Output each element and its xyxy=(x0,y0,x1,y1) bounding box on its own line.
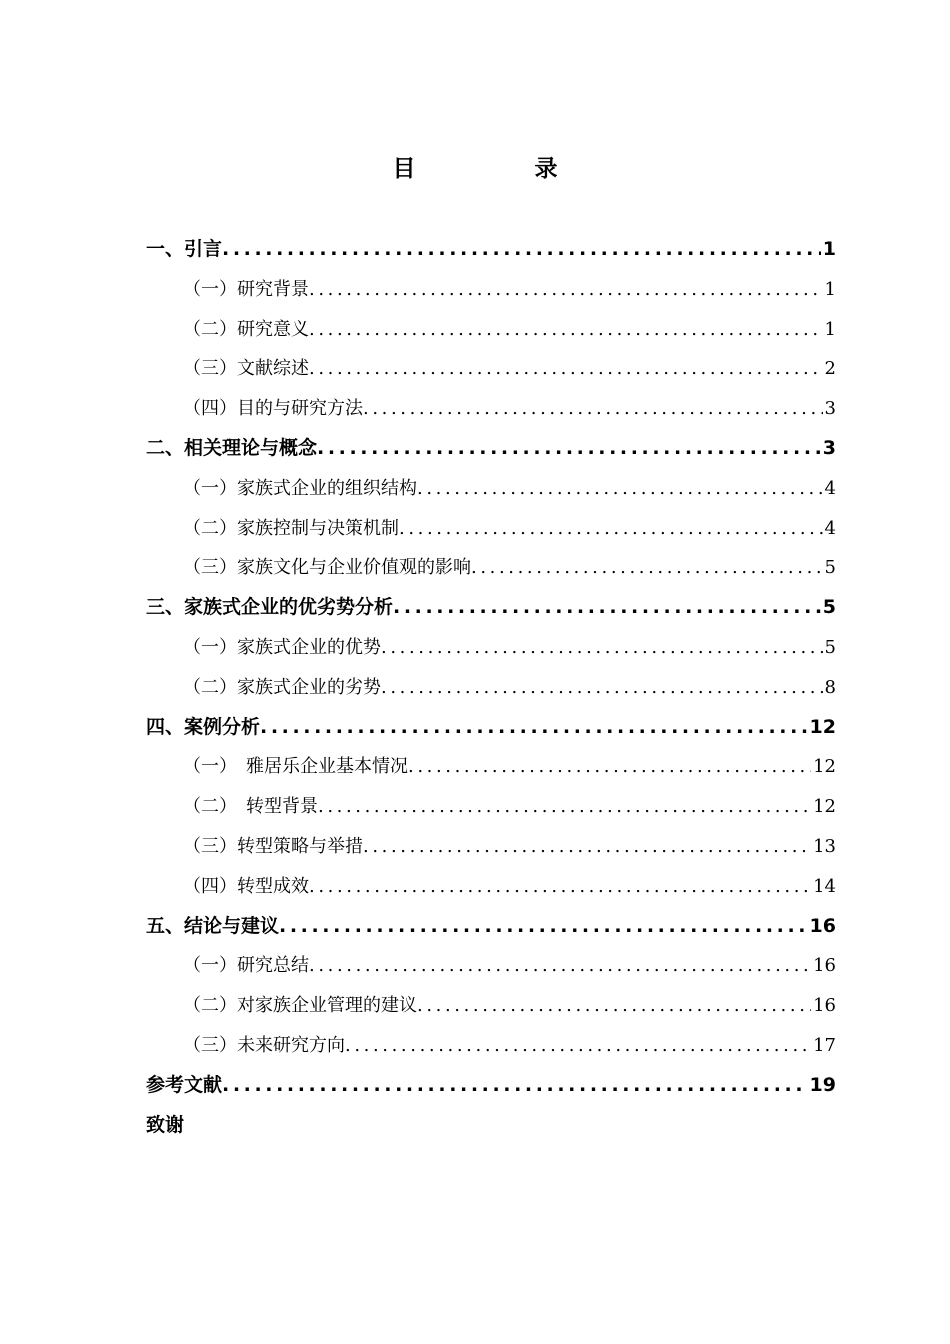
toc-entry-label: （二） 转型背景 xyxy=(183,796,318,818)
dot-leader xyxy=(471,548,823,588)
toc-chapter-entry[interactable] xyxy=(146,708,836,748)
toc-chapter-entry[interactable] xyxy=(146,1066,836,1106)
toc-chapter-entry[interactable] xyxy=(146,230,836,270)
toc-entry-label: （一） 雅居乐企业基本情况 xyxy=(183,756,408,778)
dot-leader xyxy=(381,628,823,668)
toc-page-number: 14 xyxy=(813,875,836,897)
dot-leader xyxy=(317,429,821,469)
toc-entry-label: （二）研究意义 xyxy=(183,318,309,340)
toc-entry-label: （四）目的与研究方法 xyxy=(183,398,363,420)
toc-entry-label: （三）未来研究方向 xyxy=(183,1034,345,1056)
toc-section-entry[interactable] xyxy=(146,827,836,867)
toc-page-number: 16 xyxy=(813,995,836,1017)
dot-leader xyxy=(393,588,821,628)
toc-entry-label: （三）家族文化与企业价值观的影响 xyxy=(183,557,471,579)
toc-page-number: 16 xyxy=(809,914,836,937)
dot-leader xyxy=(309,867,811,907)
toc-section-entry[interactable] xyxy=(146,509,836,549)
toc-entry-label: 参考文献 xyxy=(146,1073,223,1096)
toc-section-entry[interactable] xyxy=(146,270,836,310)
toc-section-entry[interactable] xyxy=(146,389,836,429)
toc-entry-label: （三）文献综述 xyxy=(183,358,309,380)
toc-entry-label: （一）研究背景 xyxy=(183,278,309,300)
toc-page-number: 16 xyxy=(813,955,836,977)
dot-leader xyxy=(309,310,823,350)
toc-page-number: 17 xyxy=(813,1034,836,1056)
toc-entry-label: （一）家族式企业的组织结构 xyxy=(183,477,417,499)
dot-leader xyxy=(363,389,823,429)
toc-entry-label: （二）家族控制与决策机制 xyxy=(183,517,399,539)
toc-page-number: 4 xyxy=(824,477,836,499)
toc-chapter-entry[interactable] xyxy=(146,907,836,947)
toc-page-number: 3 xyxy=(822,436,836,459)
toc-page-number: 19 xyxy=(809,1073,836,1096)
toc-page-number: 1 xyxy=(822,238,836,260)
dot-leader xyxy=(260,708,808,748)
toc-chapter-entry[interactable] xyxy=(146,1106,836,1146)
toc-entry-label: 二、相关理论与概念 xyxy=(146,436,318,459)
table-of-contents xyxy=(146,230,836,1145)
toc-entry-label: （四）转型成效 xyxy=(183,875,309,897)
toc-section-entry[interactable] xyxy=(146,867,836,907)
toc-entry-label: 致谢 xyxy=(146,1113,185,1136)
toc-page-number: 5 xyxy=(824,557,836,579)
dot-leader xyxy=(309,946,811,986)
dot-leader xyxy=(279,907,808,947)
toc-page-number: 1 xyxy=(824,278,836,300)
toc-chapter-entry[interactable] xyxy=(146,429,836,469)
dot-leader xyxy=(309,270,823,310)
toc-section-entry[interactable] xyxy=(146,986,836,1026)
toc-page-number: 12 xyxy=(809,715,836,738)
toc-page-number: 1 xyxy=(824,318,836,340)
dot-leader xyxy=(318,787,811,827)
toc-entry-label: 一、引言 xyxy=(146,238,223,260)
dot-leader xyxy=(309,349,823,389)
toc-entry-label: （二）家族式企业的劣势 xyxy=(183,676,381,698)
toc-section-entry[interactable] xyxy=(146,747,836,787)
toc-section-entry[interactable] xyxy=(146,787,836,827)
toc-page-number: 3 xyxy=(824,398,836,420)
toc-chapter-entry[interactable] xyxy=(146,588,836,628)
dot-leader xyxy=(222,1066,808,1106)
dot-leader xyxy=(222,230,821,270)
toc-section-entry[interactable] xyxy=(146,310,836,350)
toc-section-entry[interactable] xyxy=(146,946,836,986)
dot-leader xyxy=(345,1026,811,1066)
toc-page-number: 4 xyxy=(824,517,836,539)
toc-section-entry[interactable] xyxy=(146,628,836,668)
toc-section-entry[interactable] xyxy=(146,548,836,588)
toc-section-entry[interactable] xyxy=(146,668,836,708)
dot-leader xyxy=(399,509,823,549)
toc-page-number: 5 xyxy=(824,636,836,658)
toc-page-number: 2 xyxy=(824,358,836,380)
toc-entry-label: （一）研究总结 xyxy=(183,955,309,977)
toc-entry-label: 五、结论与建议 xyxy=(146,914,280,937)
toc-page-number: 12 xyxy=(813,756,836,778)
toc-section-entry[interactable] xyxy=(146,469,836,509)
dot-leader xyxy=(408,747,811,787)
toc-page-number: 13 xyxy=(813,835,836,857)
toc-page-number: 8 xyxy=(824,676,836,698)
dot-leader xyxy=(381,668,823,708)
toc-entry-label: （三）转型策略与举措 xyxy=(183,835,363,857)
dot-leader xyxy=(417,469,823,509)
toc-entry-label: 三、家族式企业的优劣势分析 xyxy=(146,596,394,619)
dot-leader xyxy=(363,827,811,867)
toc-entry-label: 四、案例分析 xyxy=(146,715,261,738)
dot-leader xyxy=(417,986,811,1026)
toc-section-entry[interactable] xyxy=(146,349,836,389)
toc-title: 目 录 xyxy=(392,156,606,182)
toc-section-entry[interactable] xyxy=(146,1026,836,1066)
toc-entry-label: （二）对家族企业管理的建议 xyxy=(183,995,417,1017)
toc-page-number: 5 xyxy=(822,596,836,619)
toc-entry-label: （一）家族式企业的优势 xyxy=(183,636,381,658)
toc-page-number: 12 xyxy=(813,796,836,818)
